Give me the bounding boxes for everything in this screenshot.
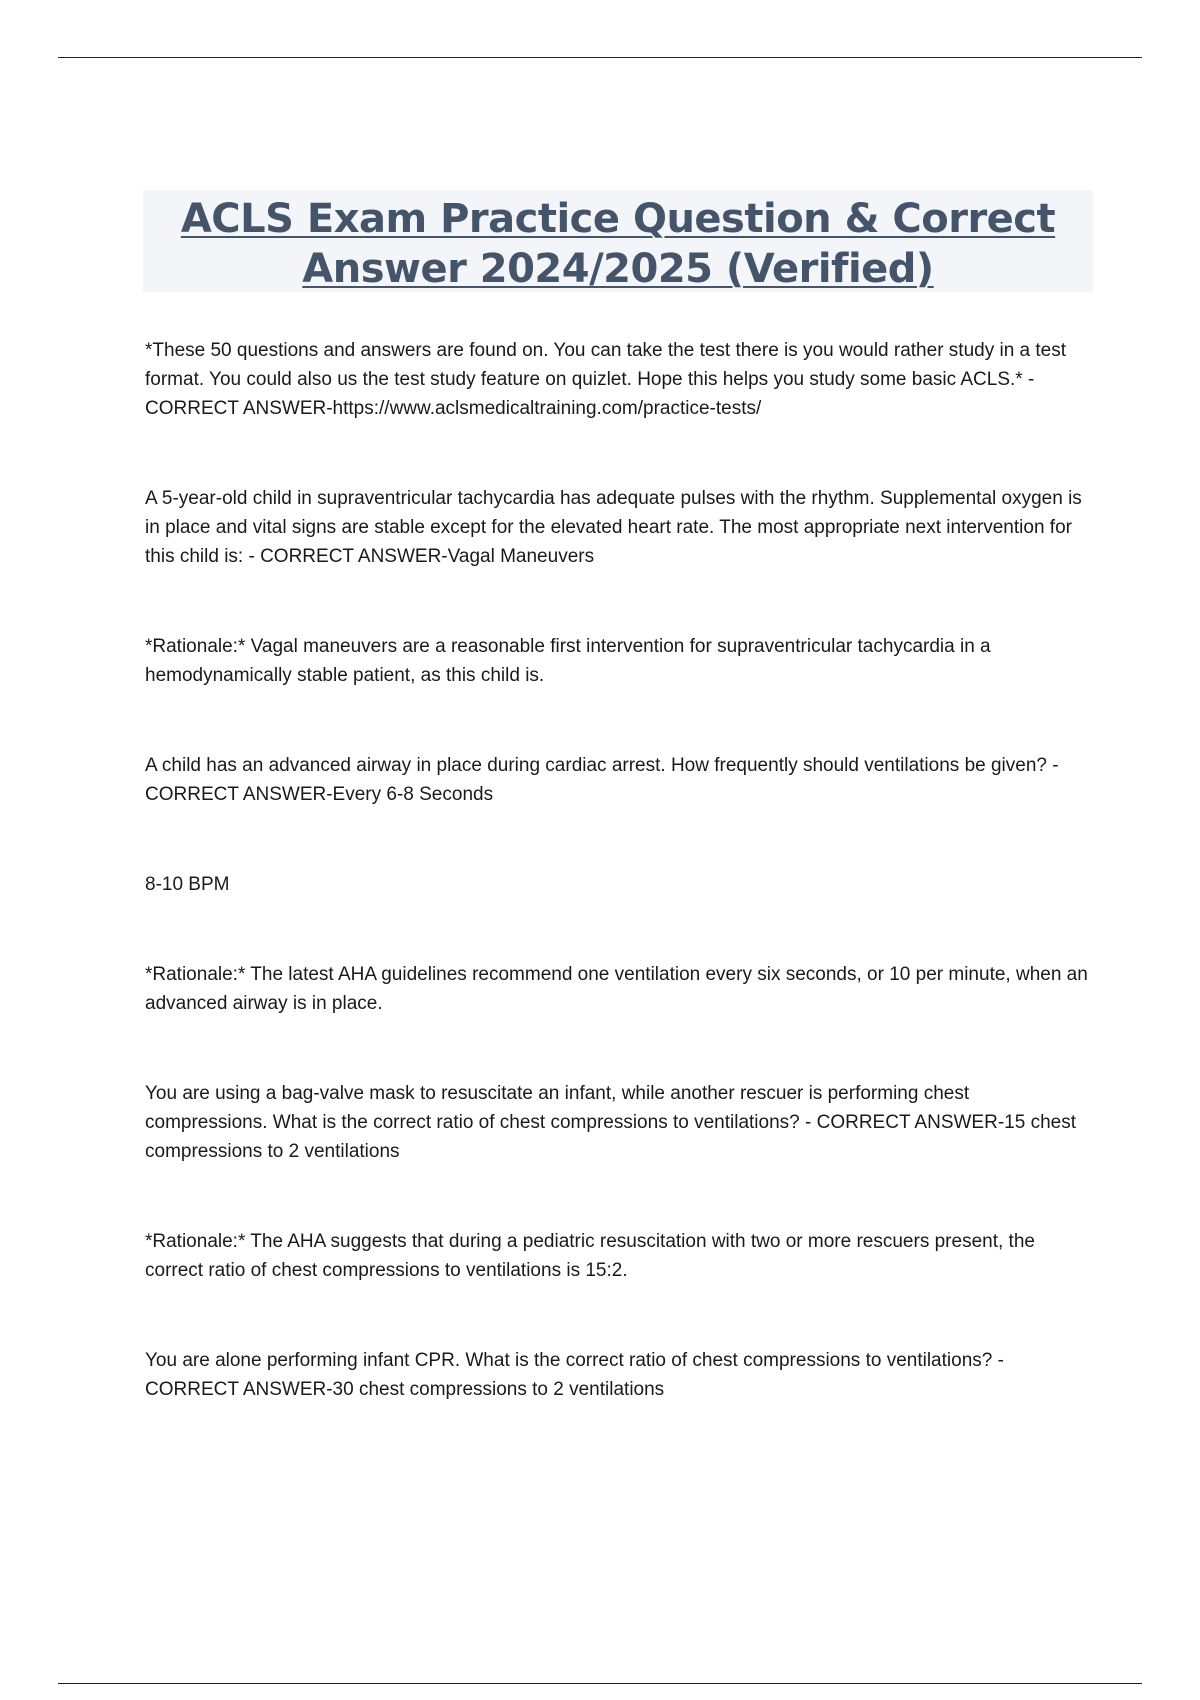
question-advanced-airway: A child has an advanced airway in place during cardiac arrest. How frequently should ventilations be given? - CORRECT ANSWER-Every 6-8 Seconds bbox=[145, 755, 1059, 805]
rationale-two-rescuer-infant: *Rationale:* The AHA suggests that during a pediatric resuscitation with two or more rescuers present, the correct ratio of chest compressions to ventilations is 15:2. bbox=[145, 1231, 1035, 1281]
title-banner bbox=[143, 190, 1093, 292]
rationale-advanced-airway: *Rationale:* The latest AHA guidelines recommend one ventilation every six seconds, or 10 per minute, when an advanced airway is in place. bbox=[145, 964, 1088, 1014]
top-rule bbox=[58, 57, 1142, 58]
question-single-rescuer-infant: You are alone performing infant CPR. What is the correct ratio of chest compressions to ventilations? - CORRECT ANSWER-30 chest compressions to 2 ventilations bbox=[145, 1350, 1004, 1400]
document-body bbox=[145, 336, 1090, 1404]
question-two-rescuer-infant: You are using a bag-valve mask to resuscitate an infant, while another rescuer is performing chest compressions. What is the correct ratio of chest compressions to ventilations? - CORRECT ANSWER-15 chest compressions to 2 ventilations bbox=[145, 1083, 1076, 1162]
rationale-svt: *Rationale:* Vagal maneuvers are a reasonable first intervention for supraventricular tachycardia in a hemodynamically stable patient, as this child is. bbox=[145, 636, 991, 686]
bottom-rule bbox=[58, 1683, 1142, 1684]
intro-paragraph: *These 50 questions and answers are found on. You can take the test there is you would rather study in a test format. You could also us the test study feature on quizlet. Hope this helps you study some basic ACLS.* - CORRECT ANSWER-https://www.aclsmedicaltraining.com/practice-tests/ bbox=[145, 340, 1067, 419]
document-title: ACLS Exam Practice Question & Correct Answer 2024/2025 (Verified) bbox=[180, 196, 1056, 292]
answer-note-bpm: 8-10 BPM bbox=[145, 874, 230, 895]
question-svt: A 5-year-old child in supraventricular tachycardia has adequate pulses with the rhythm. Supplemental oxygen is in place and vital signs are stable except for the elevated heart rate. The most appropriate next intervention for this child is: - CORRECT ANSWER-Vagal Maneuvers bbox=[145, 488, 1082, 567]
